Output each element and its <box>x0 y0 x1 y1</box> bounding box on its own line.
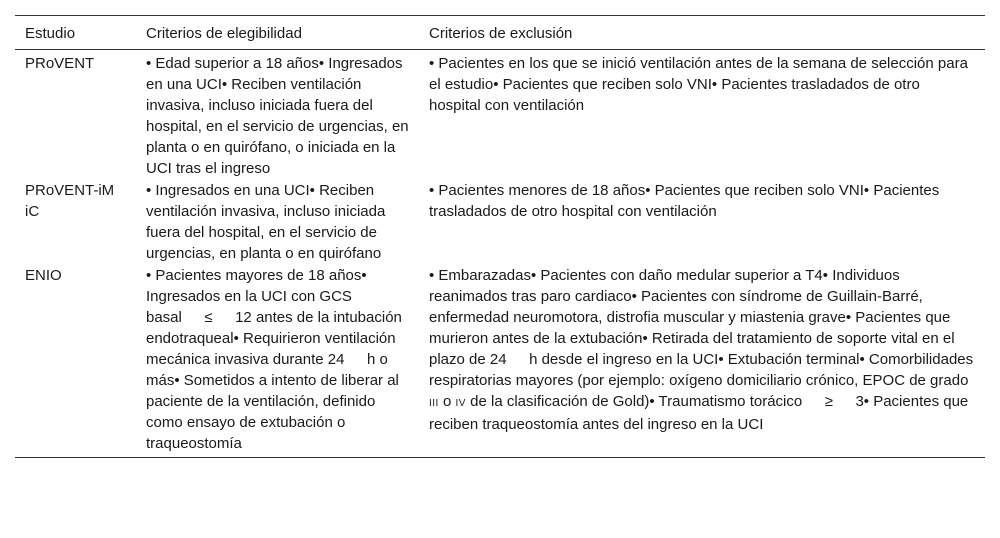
study-name: PRoVENT <box>25 55 95 72</box>
exclusion-text-part1: • Embarazadas• Pacientes con daño medular superior a T4• Individuos reanimados tras paro cardiaco• Pacientes con síndrome de Guillain-Barré, enfermedad neuromotora, distrofia muscular y miastenia grave• Pacientes que murieron antes de la extubación• Retirada del tratamiento de soporte vital en el plazo de 24 h desde el ingreso en la UCI• Extubación terminal• Comorbilidades respiratorias mayores (por ejemplo: oxígeno domiciliario crónico, EPOC de grado <box>429 267 974 389</box>
study-name <box>15 179 136 264</box>
exclusion-text-or: o <box>438 393 456 410</box>
table-row-provent-imic <box>15 179 985 264</box>
criteria-table <box>15 15 985 458</box>
header-study: Estudio <box>25 25 76 42</box>
study-name-text: PRoVENT-iMiC <box>25 182 115 220</box>
exclusion-text-part2: de la clasificación de Gold)• Traumatismo torácico ≥ 3• Pacientes que reciben traqueostomía antes del ingreso en la UCI <box>429 393 969 433</box>
header-eligibility: Criterios de elegibilidad <box>146 25 302 42</box>
eligibility-criteria: • Pacientes mayores de 18 años• Ingresados en la UCI con GCS basal ≤ 12 antes de la intubación endotraqueal• Requirieron ventilación mecánica invasiva durante 24 h o más• Sometidos a intento de liberar al paciente de la ventilación, definido como ensayo de extubación o traqueostomía <box>146 267 402 452</box>
exclusion-criteria <box>419 264 985 458</box>
exclusion-criteria: • Pacientes menores de 18 años• Pacientes que reciben solo VNI• Pacientes trasladados de otro hospital con ventilación <box>429 182 940 220</box>
table-header-row <box>15 16 985 50</box>
gold-grade-iii: III <box>429 398 439 409</box>
exclusion-criteria: • Pacientes en los que se inició ventilación antes de la semana de selección para el estudio• Pacientes que reciben solo VNI• Pacientes trasladados de otro hospital con ventilación <box>429 55 968 114</box>
gold-grade-iv: IV <box>455 398 466 409</box>
table-row-provent <box>15 50 985 180</box>
header-exclusion: Criterios de exclusión <box>429 25 573 42</box>
criteria-table-container <box>15 15 985 458</box>
table-row-enio <box>15 264 985 458</box>
eligibility-criteria: • Ingresados en una UCI• Reciben ventilación invasiva, incluso iniciada fuera del hospital, en el servicio de urgencias, en planta o en quirófano <box>146 182 386 262</box>
eligibility-criteria: • Edad superior a 18 años• Ingresados en una UCI• Reciben ventilación invasiva, incluso iniciada fuera del hospital, en el servicio de urgencias, en planta o en quirófano, o iniciada en la UCI tras el ingreso <box>146 55 409 177</box>
study-name: ENIO <box>25 267 62 284</box>
